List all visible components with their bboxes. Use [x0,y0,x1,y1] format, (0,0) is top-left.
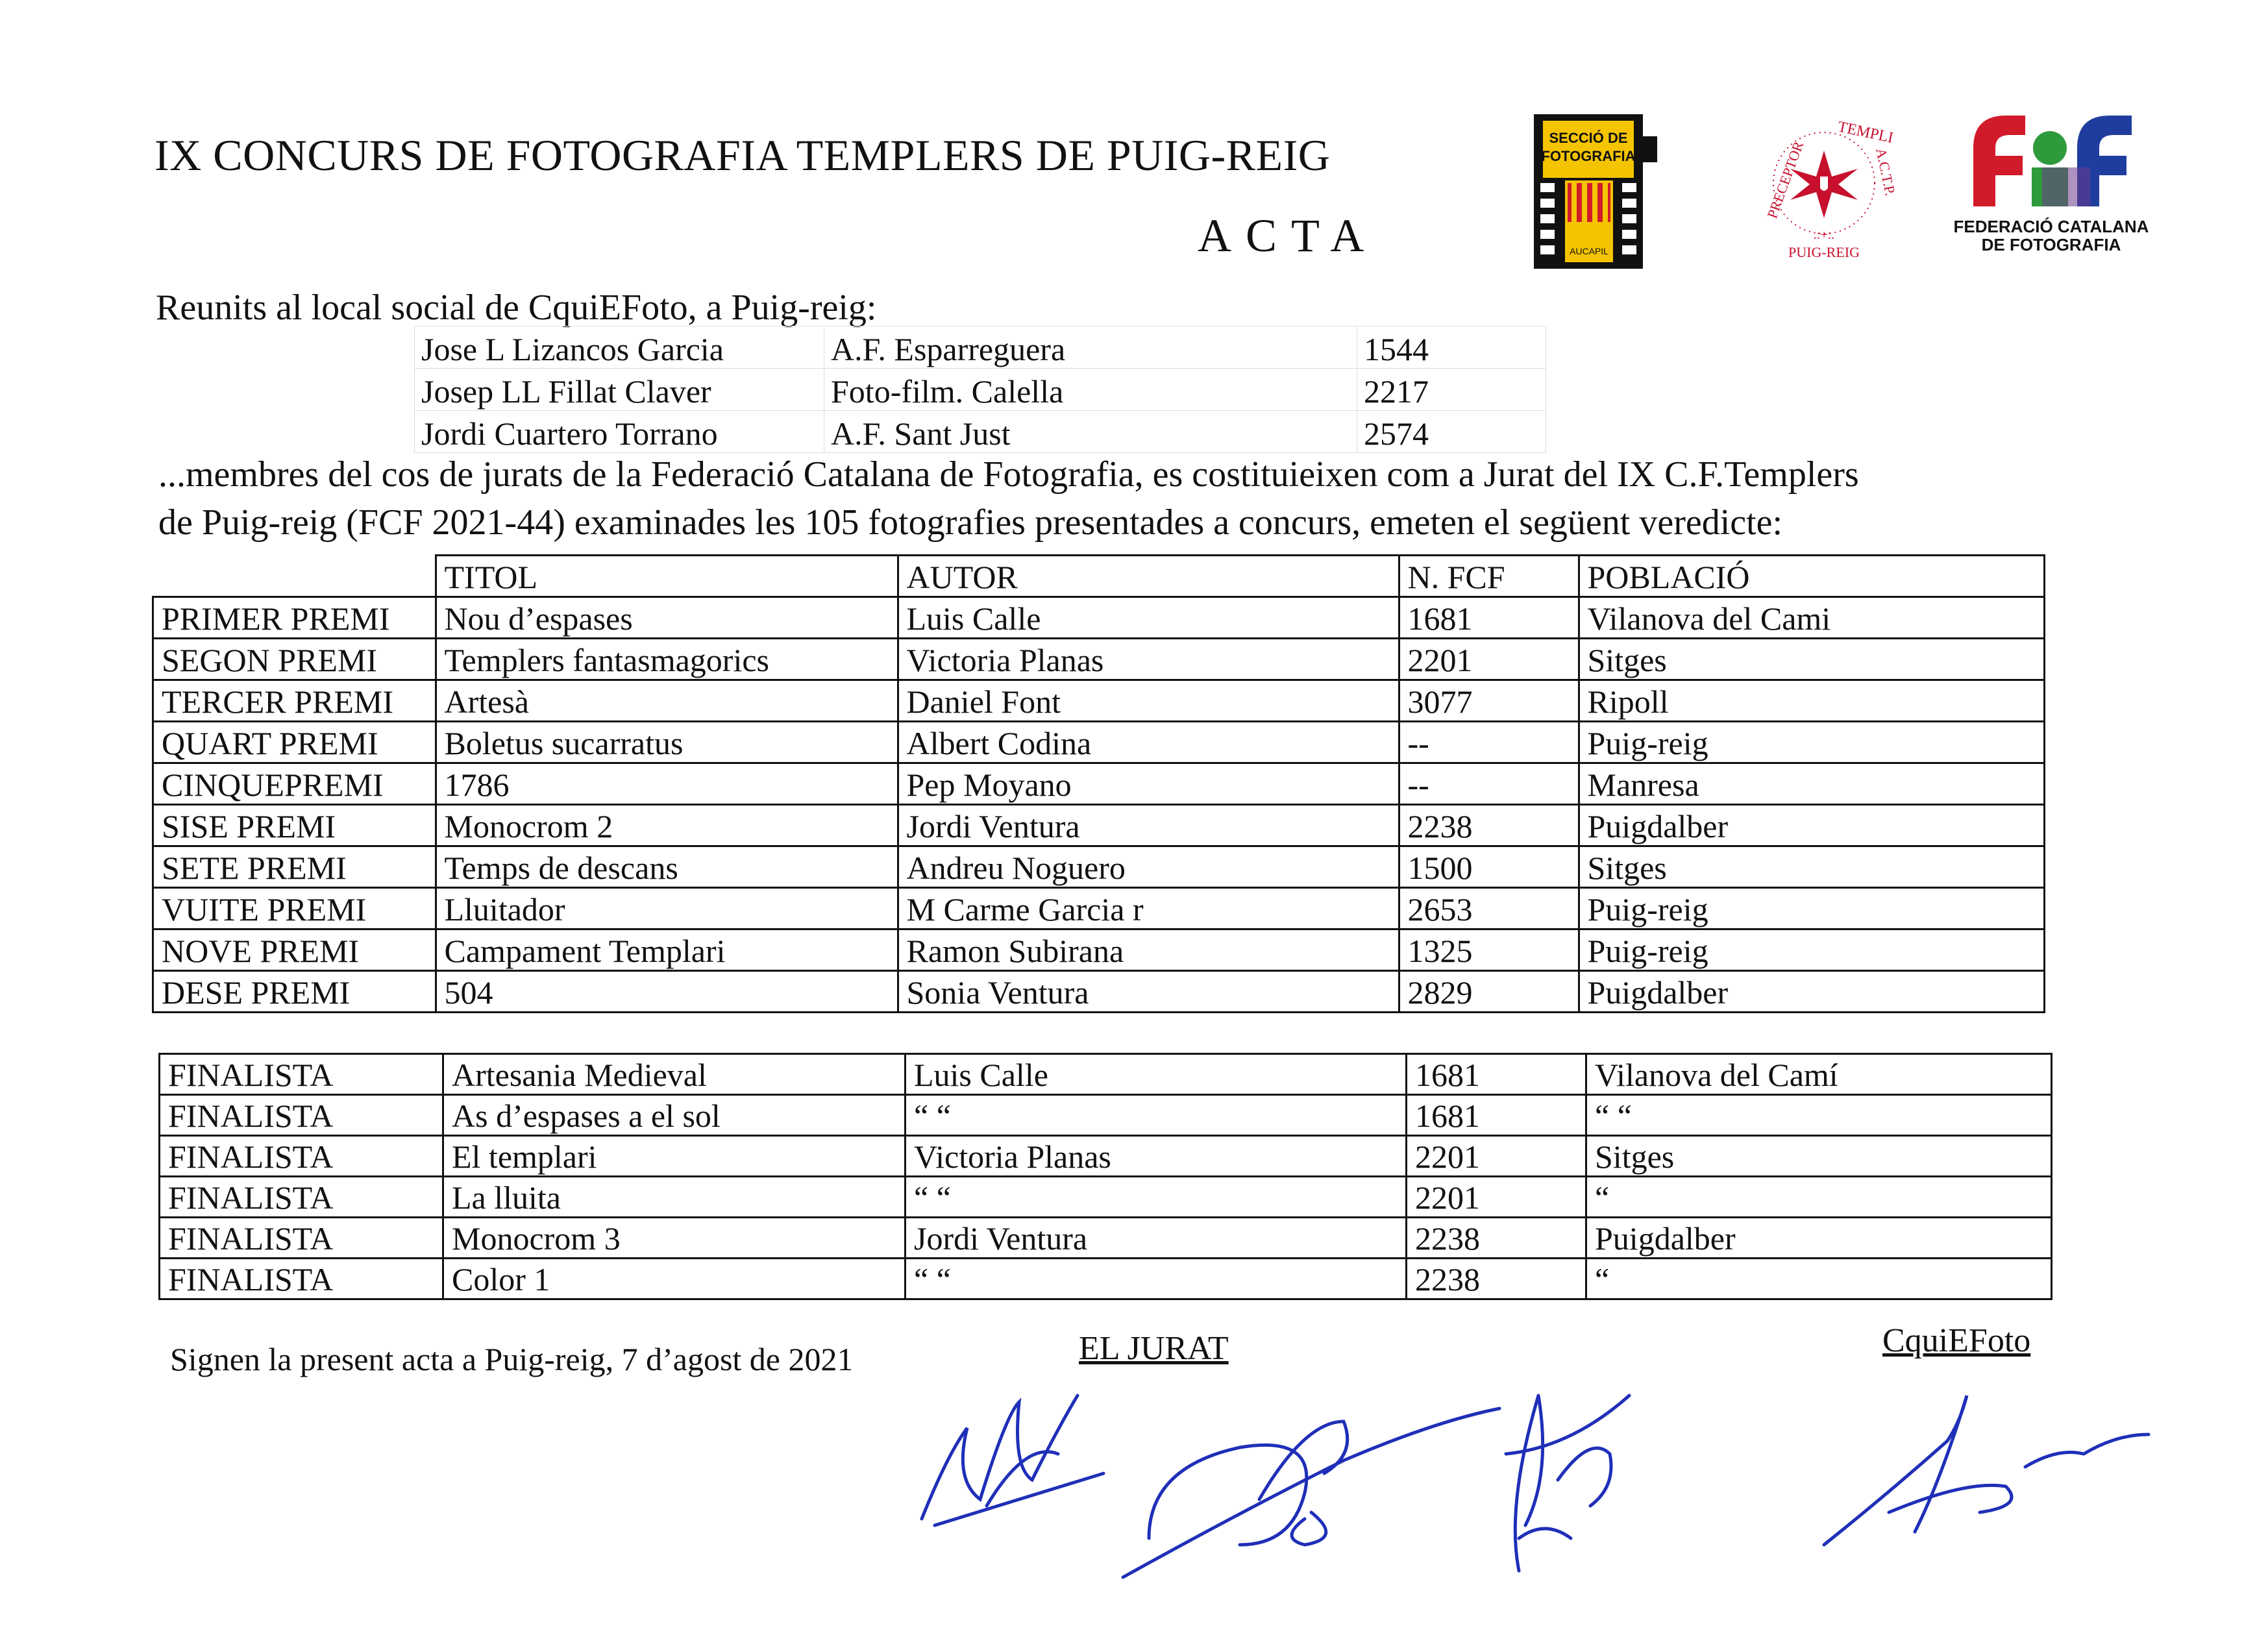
author-cell: Sonia Ventura [898,971,1399,1013]
document-title: IX CONCURS DE FOTOGRAFIA TEMPLERS DE PUIG-REIG [154,130,1331,180]
svg-text:FOTOGRAFIA: FOTOGRAFIA [1541,148,1636,164]
author-cell: “ “ [906,1259,1407,1299]
table-row [153,639,2045,680]
prize-cell: FINALISTA [160,1136,443,1177]
juror-number: 2574 [1357,411,1546,453]
prize-cell: QUART PREMI [153,722,436,763]
juror-club: Foto-film. Calella [824,369,1357,411]
prize-cell: NOVE PREMI [153,929,436,971]
author-cell: “ “ [906,1177,1407,1218]
prize-cell: VUITE PREMI [153,888,436,929]
table-row [160,1095,2052,1136]
town-cell: “ “ [1586,1095,2052,1136]
table-row [153,680,2045,722]
prize-cell: PRIMER PREMI [153,597,436,639]
seccio-fotografia-logo [1529,110,1662,273]
sign-statement: Signen la present acta a Puig-reig, 7 d’agost de 2021 [170,1341,854,1377]
juror-number: 1544 [1357,326,1546,369]
title-cell: Monocrom 2 [436,805,898,846]
prize-cell: SISE PREMI [153,805,436,846]
signature-4 [1811,1383,2162,1558]
title-cell: El templari [443,1136,906,1177]
svg-text:A.C.T.P.: A.C.T.P. [1873,146,1899,197]
author-cell: Jordi Ventura [898,805,1399,846]
town-cell: Vilanova del Cami [1579,597,2044,639]
templers-logo [1746,104,1902,266]
author-cell: “ “ [906,1095,1407,1136]
town-cell: “ [1586,1259,2052,1299]
table-row [160,1218,2052,1259]
fcf-cell: 3077 [1399,680,1579,722]
author-cell: Ramon Subirana [898,929,1399,971]
town-cell: Puigdalber [1579,805,2044,846]
table-row [153,722,2045,763]
svg-text:DE FOTOGRAFIA: DE FOTOGRAFIA [1981,235,2121,254]
signature-3 [1480,1376,1655,1584]
author-cell: Albert Codina [898,722,1399,763]
table-row [153,597,2045,639]
jurors-table [414,326,1546,453]
author-cell: Luis Calle [906,1054,1407,1095]
prize-cell: FINALISTA [160,1259,443,1299]
town-cell: Sitges [1579,639,2044,680]
town-cell: Puigdalber [1586,1218,2052,1259]
fcf-cell: 2238 [1407,1259,1586,1299]
table-row [153,971,2045,1013]
fcf-cell: 1325 [1399,929,1579,971]
fcf-cell: 2201 [1399,639,1579,680]
prize-cell: FINALISTA [160,1054,443,1095]
author-cell: Victoria Planas [906,1136,1407,1177]
svg-text:PRECEPTOR: PRECEPTOR [1764,139,1807,221]
title-cell: Templers fantasmagorics [436,639,898,680]
table-row [160,1054,2052,1095]
author-cell: Luis Calle [898,597,1399,639]
fcf-cell: -- [1399,763,1579,805]
svg-text:AUCAPIL: AUCAPIL [1570,246,1609,256]
title-cell: La lluita [443,1177,906,1218]
table-row [153,763,2045,805]
table-row [160,1177,2052,1218]
town-cell: Puig-reig [1579,929,2044,971]
prize-cell: FINALISTA [160,1095,443,1136]
title-cell: Campament Templari [436,929,898,971]
paragraph-line: ...membres del cos de jurats de la Federació Catalana de Fotografia, es costituieixen com a Jurat del IX C.F.Templers [158,454,1859,495]
juror-name: Jose L Lizancos Garcia [415,326,824,369]
title-cell: As d’espases a el sol [443,1095,906,1136]
table-row [160,1259,2052,1299]
title-cell: Boletus sucarratus [436,722,898,763]
town-cell: Vilanova del Camí [1586,1054,2052,1095]
juror-name: Josep LL Fillat Claver [415,369,824,411]
document-subtitle: ACTA [1198,210,1379,262]
juror-name: Jordi Cuartero Torrano [415,411,824,453]
paragraph-line: de Puig-reig (FCF 2021-44) examinades les 105 fotografies presentades a concurs, emeten el següent veredicte: [158,502,1783,543]
fcf-cell: 2201 [1407,1177,1586,1218]
fcf-cell: 2238 [1399,805,1579,846]
title-cell: Nou d’espases [436,597,898,639]
town-cell: Puig-reig [1579,888,2044,929]
juror-number: 2217 [1357,369,1546,411]
fcf-cell: 2653 [1399,888,1579,929]
fcf-cell: 2829 [1399,971,1579,1013]
table-row [415,411,1546,453]
fcf-cell: 1500 [1399,846,1579,888]
prize-cell: SETE PREMI [153,846,436,888]
author-cell: Victoria Planas [898,639,1399,680]
author-cell: M Carme Garcia r [898,888,1399,929]
table-header-row [153,556,2045,597]
table-row [160,1136,2052,1177]
header-nfcf: N. FCF [1399,556,1579,597]
prizes-table [152,554,2045,1013]
finalists-table [158,1053,2052,1300]
fcf-cell: 1681 [1399,597,1579,639]
town-cell: Puig-reig [1579,722,2044,763]
author-cell: Andreu Noguero [898,846,1399,888]
author-cell: Daniel Font [898,680,1399,722]
fcf-cell: 1681 [1407,1095,1586,1136]
table-row [153,888,2045,929]
juror-club: A.F. Esparreguera [824,326,1357,369]
fcf-logo [1954,103,2149,265]
header-poblacio: POBLACIÓ [1579,556,2044,597]
intro-text: Reunits al local social de CquiEFoto, a Puig-reig: [156,288,877,328]
town-cell: Sitges [1579,846,2044,888]
header-titol: TITOL [436,556,898,597]
prize-cell: FINALISTA [160,1177,443,1218]
fcf-cell: -- [1399,722,1579,763]
title-cell: Monocrom 3 [443,1218,906,1259]
fcf-cell: 2238 [1407,1218,1586,1259]
title-cell: Artesania Medieval [443,1054,906,1095]
title-cell: Artesà [436,680,898,722]
prize-cell: CINQUEPREMI [153,763,436,805]
town-cell: “ [1586,1177,2052,1218]
author-cell: Pep Moyano [898,763,1399,805]
town-cell: Sitges [1586,1136,2052,1177]
svg-text:SECCIÓ DE: SECCIÓ DE [1549,130,1628,146]
author-cell: Jordi Ventura [906,1218,1407,1259]
club-label: CquiEFoto [1882,1322,2031,1359]
town-cell: Ripoll [1579,680,2044,722]
fcf-cell: 2201 [1407,1136,1586,1177]
title-cell: Lluitador [436,888,898,929]
prize-cell: TERCER PREMI [153,680,436,722]
table-row [153,929,2045,971]
svg-text:PUIG-REIG: PUIG-REIG [1788,244,1860,260]
town-cell: Manresa [1579,763,2044,805]
prize-cell: FINALISTA [160,1218,443,1259]
jurat-label: EL JURAT [1079,1330,1229,1367]
title-cell: Color 1 [443,1259,906,1299]
table-row [153,846,2045,888]
verdict-paragraph [158,450,1859,547]
svg-text:TEMPLI: TEMPLI [1836,118,1895,147]
title-cell: 1786 [436,763,898,805]
signature-1 [909,1376,1129,1545]
prize-cell: DESE PREMI [153,971,436,1013]
title-cell: Temps de descans [436,846,898,888]
svg-text:FEDERACIÓ CATALANA: FEDERACIÓ CATALANA [1954,217,2149,236]
table-row [153,805,2045,846]
signature-2 [1110,1383,1512,1597]
fcf-cell: 1681 [1407,1054,1586,1095]
table-row [415,326,1546,369]
header-autor: AUTOR [898,556,1399,597]
town-cell: Puigdalber [1579,971,2044,1013]
prize-cell: SEGON PREMI [153,639,436,680]
juror-club: A.F. Sant Just [824,411,1357,453]
table-row [415,369,1546,411]
title-cell: 504 [436,971,898,1013]
svg-text:.:+:.: .:+:. [1813,228,1835,242]
